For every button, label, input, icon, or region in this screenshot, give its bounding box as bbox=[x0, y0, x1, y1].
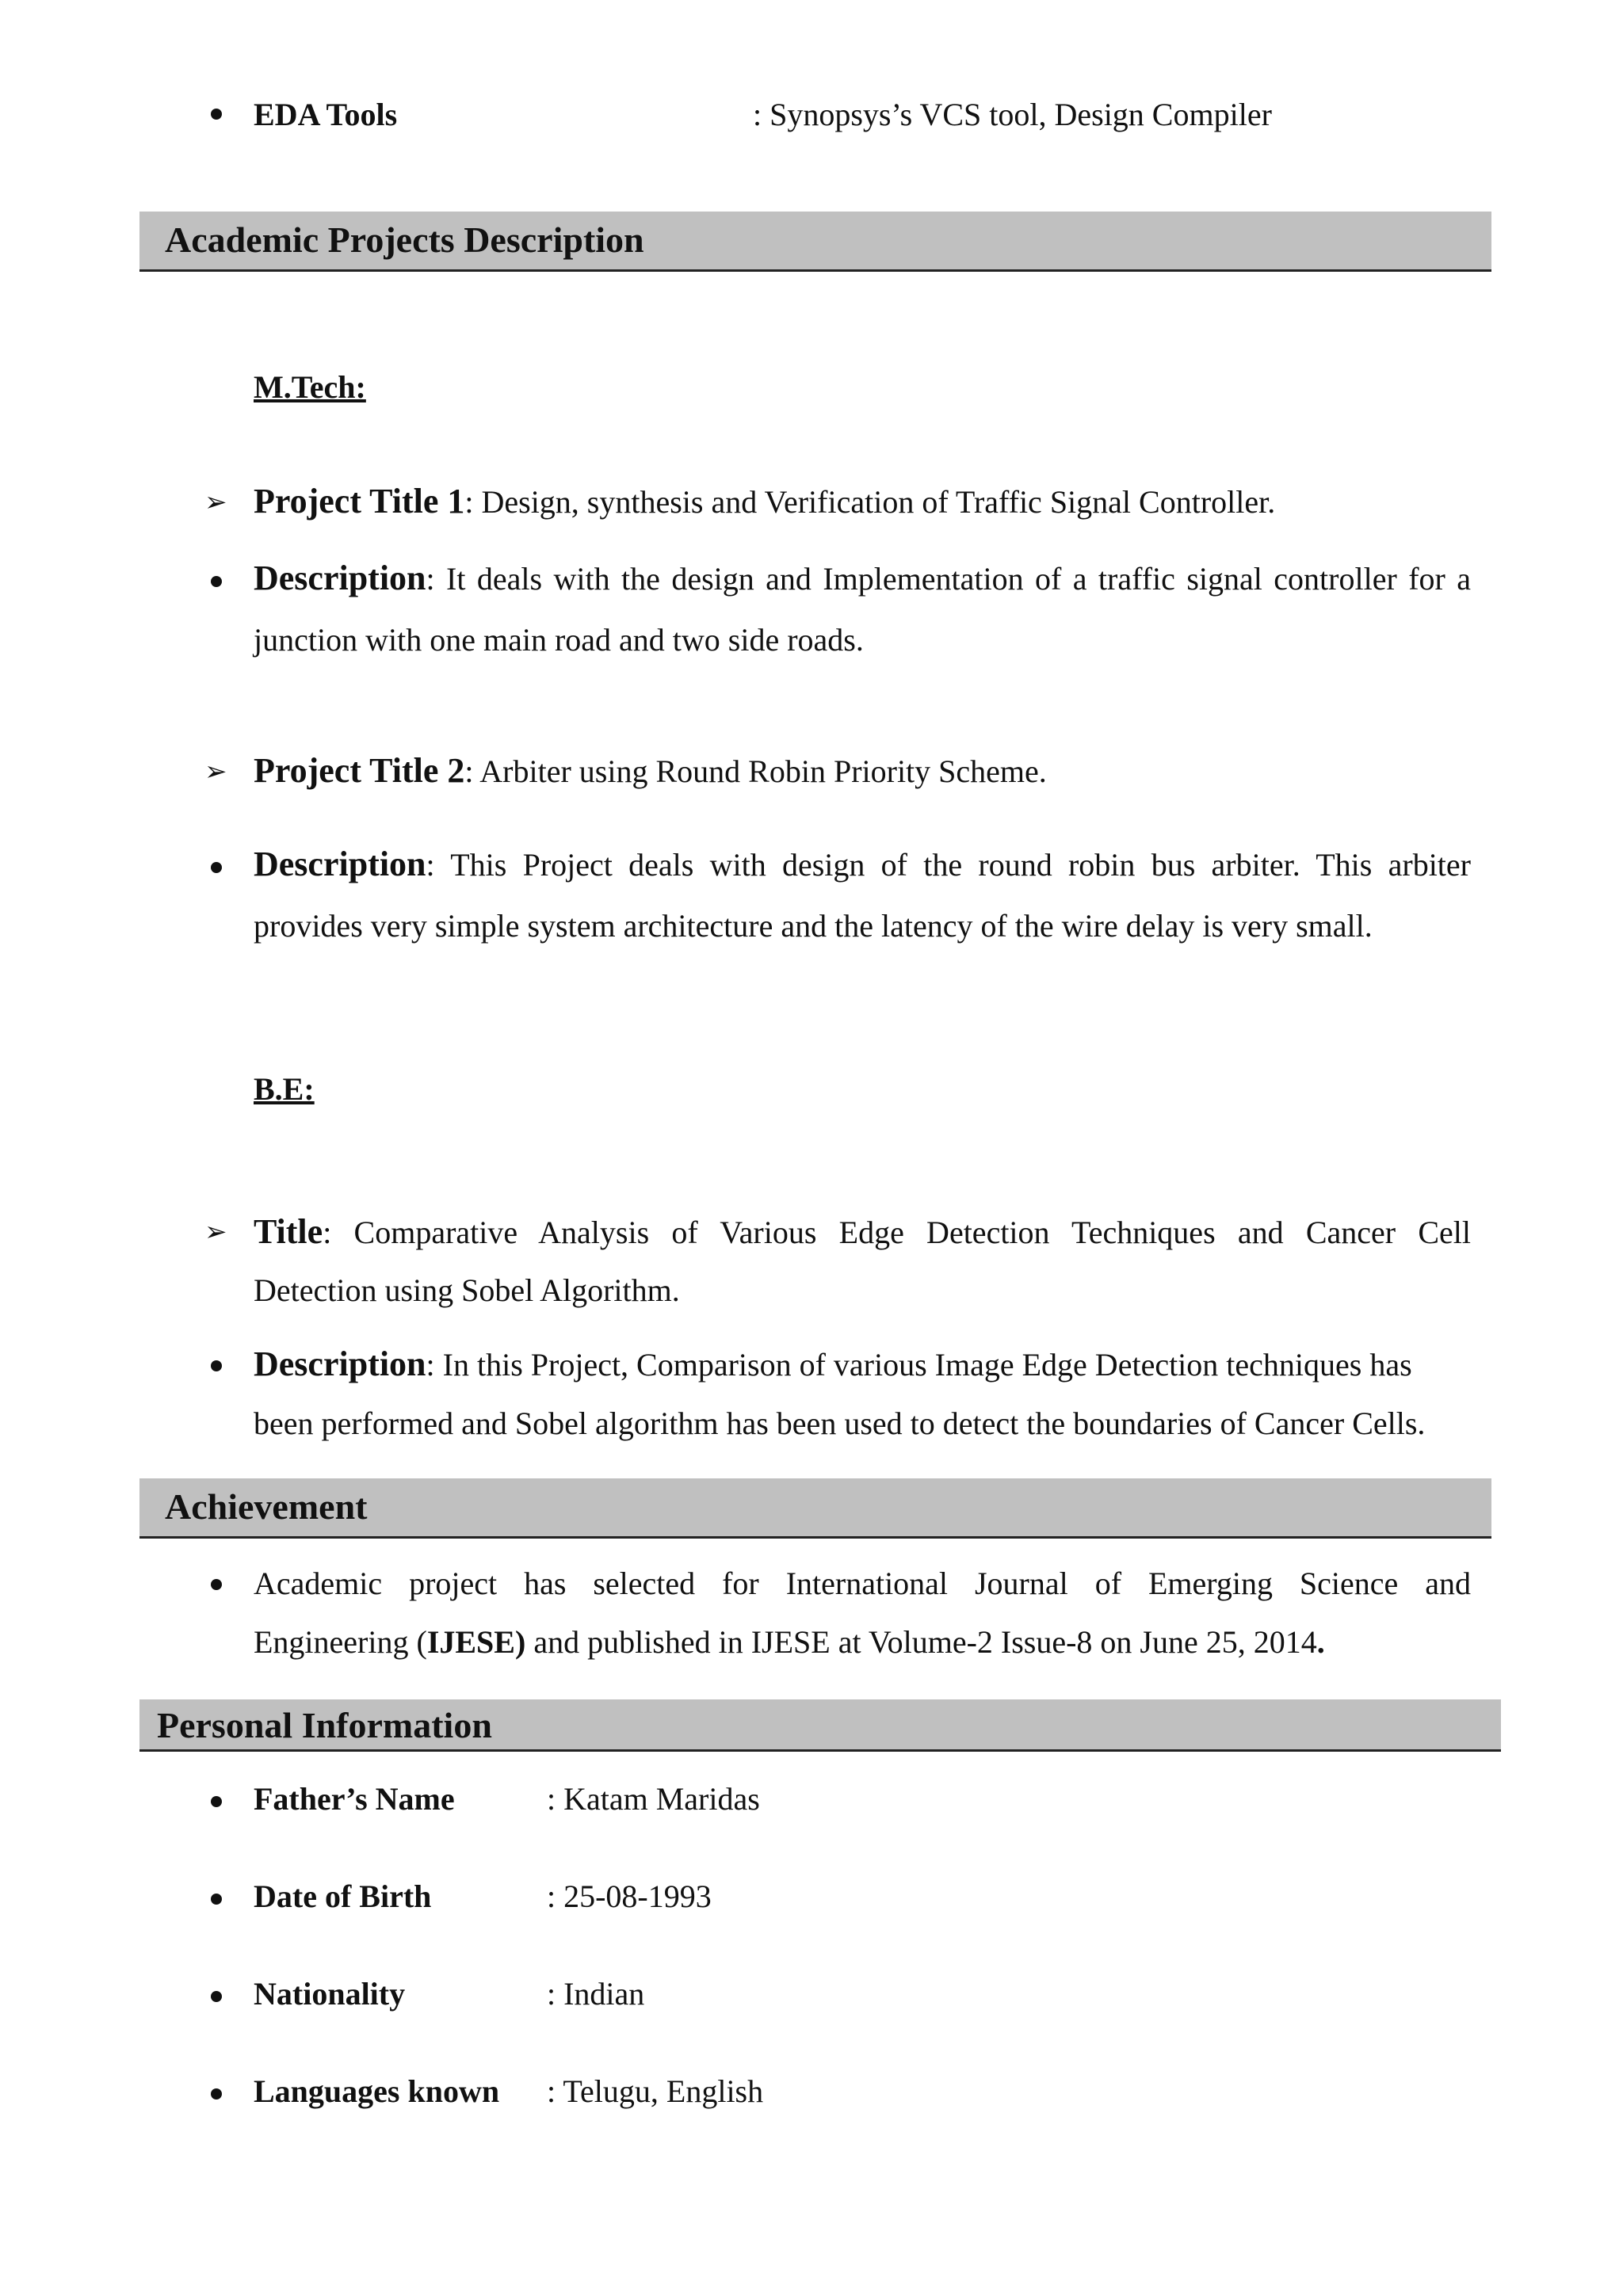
personal-value-father: : Katam Maridas bbox=[547, 1781, 760, 1817]
project1-title-text: : Design, synthesis and Verification of Traffic Signal Controller. bbox=[464, 484, 1276, 520]
project2-desc-label: Description bbox=[254, 845, 426, 883]
arrow-bullet-icon: ➢ bbox=[204, 1216, 227, 1248]
bullet-icon bbox=[211, 109, 222, 120]
achievement-ijese: IJESE) bbox=[426, 1624, 526, 1660]
bullet-icon bbox=[211, 862, 222, 873]
personal-value-languages: : Telugu, English bbox=[547, 2073, 764, 2109]
project1-title bbox=[254, 482, 1275, 522]
be-heading: B.E: bbox=[254, 1071, 315, 1107]
be-desc-label: Description bbox=[254, 1344, 426, 1383]
bullet-icon bbox=[211, 1360, 222, 1371]
personal-label-dob: Date of Birth bbox=[254, 1878, 432, 1914]
be-title-label: Title bbox=[254, 1212, 323, 1251]
project1-desc-line2: junction with one main road and two side roads. bbox=[254, 622, 864, 658]
achievement-line1: Academic project has selected for International Journal of Emerging Science and bbox=[254, 1566, 1471, 1601]
project1-desc-line1 bbox=[254, 559, 1471, 599]
bullet-icon bbox=[211, 1894, 222, 1905]
achievement-period: . bbox=[1316, 1624, 1325, 1660]
section-heading-achievement: Achievement bbox=[139, 1478, 1491, 1539]
project2-title-text: : Arbiter using Round Robin Priority Scheme. bbox=[464, 753, 1047, 789]
be-desc-line1 bbox=[254, 1344, 1412, 1385]
personal-value-dob: : 25-08-1993 bbox=[547, 1878, 712, 1914]
achievement-line2-a: Engineering ( bbox=[254, 1624, 427, 1660]
personal-label-father: Father’s Name bbox=[254, 1781, 455, 1817]
section-heading-projects: Academic Projects Description bbox=[139, 212, 1491, 272]
achievement-line2-c: and published in IJESE at Volume-2 Issue-8 on June 25, 2014 bbox=[525, 1624, 1317, 1660]
section-heading-personal: Personal Information bbox=[139, 1699, 1501, 1752]
bullet-icon bbox=[211, 1991, 222, 2002]
project2-desc-line2: provides very simple system architecture and the latency of the wire delay is very small. bbox=[254, 908, 1373, 944]
bullet-icon bbox=[211, 1796, 222, 1807]
project2-title bbox=[254, 751, 1047, 791]
personal-label-nationality: Nationality bbox=[254, 1976, 406, 2012]
be-title-line1 bbox=[254, 1212, 1471, 1253]
personal-value-nationality: : Indian bbox=[547, 1976, 645, 2012]
bullet-icon bbox=[211, 1579, 222, 1590]
eda-value: : Synopsys’s VCS tool, Design Compiler bbox=[753, 97, 1272, 132]
be-desc-text1: : In this Project, Comparison of various Image Edge Detection techniques has bbox=[426, 1347, 1412, 1383]
project2-title-label: Project Title 2 bbox=[254, 751, 465, 790]
be-title-text1: : Comparative Analysis of Various Edge Detection Techniques and Cancer Cell bbox=[323, 1215, 1471, 1250]
project1-title-label: Project Title 1 bbox=[254, 482, 465, 521]
bullet-icon bbox=[211, 576, 222, 587]
project1-desc-text1: : It deals with the design and Implementation of a traffic signal controller for a bbox=[426, 561, 1471, 597]
be-desc-line2: been performed and Sobel algorithm has been used to detect the boundaries of Cancer Cells. bbox=[254, 1405, 1426, 1441]
arrow-bullet-icon: ➢ bbox=[204, 486, 227, 518]
project1-desc-label: Description bbox=[254, 559, 426, 597]
be-title-line2: Detection using Sobel Algorithm. bbox=[254, 1272, 680, 1308]
project2-desc-text1: : This Project deals with design of the round robin bus arbiter. This arbiter bbox=[426, 847, 1471, 883]
bullet-icon bbox=[211, 2088, 222, 2100]
arrow-bullet-icon: ➢ bbox=[204, 756, 227, 788]
project2-desc-line1 bbox=[254, 845, 1471, 885]
achievement-line2 bbox=[254, 1623, 1325, 1662]
personal-label-languages: Languages known bbox=[254, 2073, 500, 2109]
mtech-heading: M.Tech: bbox=[254, 369, 366, 405]
eda-label: EDA Tools bbox=[254, 97, 398, 132]
